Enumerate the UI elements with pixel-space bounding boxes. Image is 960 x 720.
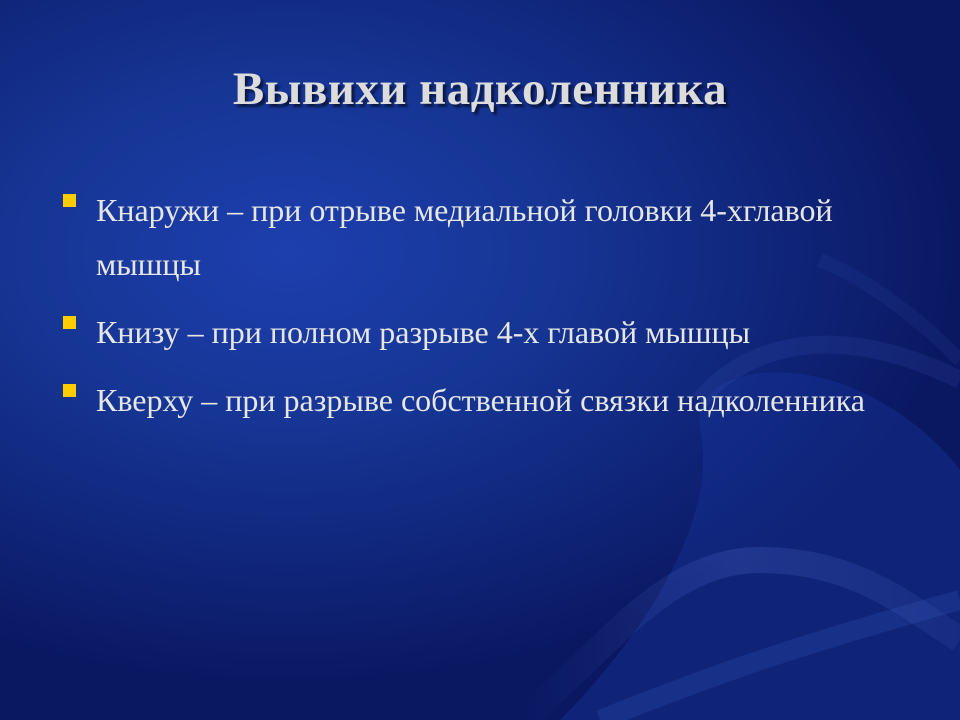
- bullet-list: [60, 183, 900, 441]
- bullet-item: [60, 373, 900, 427]
- bullet-text: Кнаружи – при отрыве медиальной головки 4-хглавой мышцы: [96, 192, 833, 282]
- bullet-text: Книзу – при полном разрыве 4-х главой мышцы: [96, 314, 751, 350]
- bullet-item: [60, 305, 900, 359]
- bullet-item: [60, 183, 900, 291]
- square-bullet-icon: [63, 194, 76, 207]
- bullet-text: Кверху – при разрыве собственной связки надколенника: [96, 382, 865, 418]
- square-bullet-icon: [63, 316, 76, 329]
- square-bullet-icon: [63, 384, 76, 397]
- slide-title: Вывихи надколенника: [232, 63, 728, 115]
